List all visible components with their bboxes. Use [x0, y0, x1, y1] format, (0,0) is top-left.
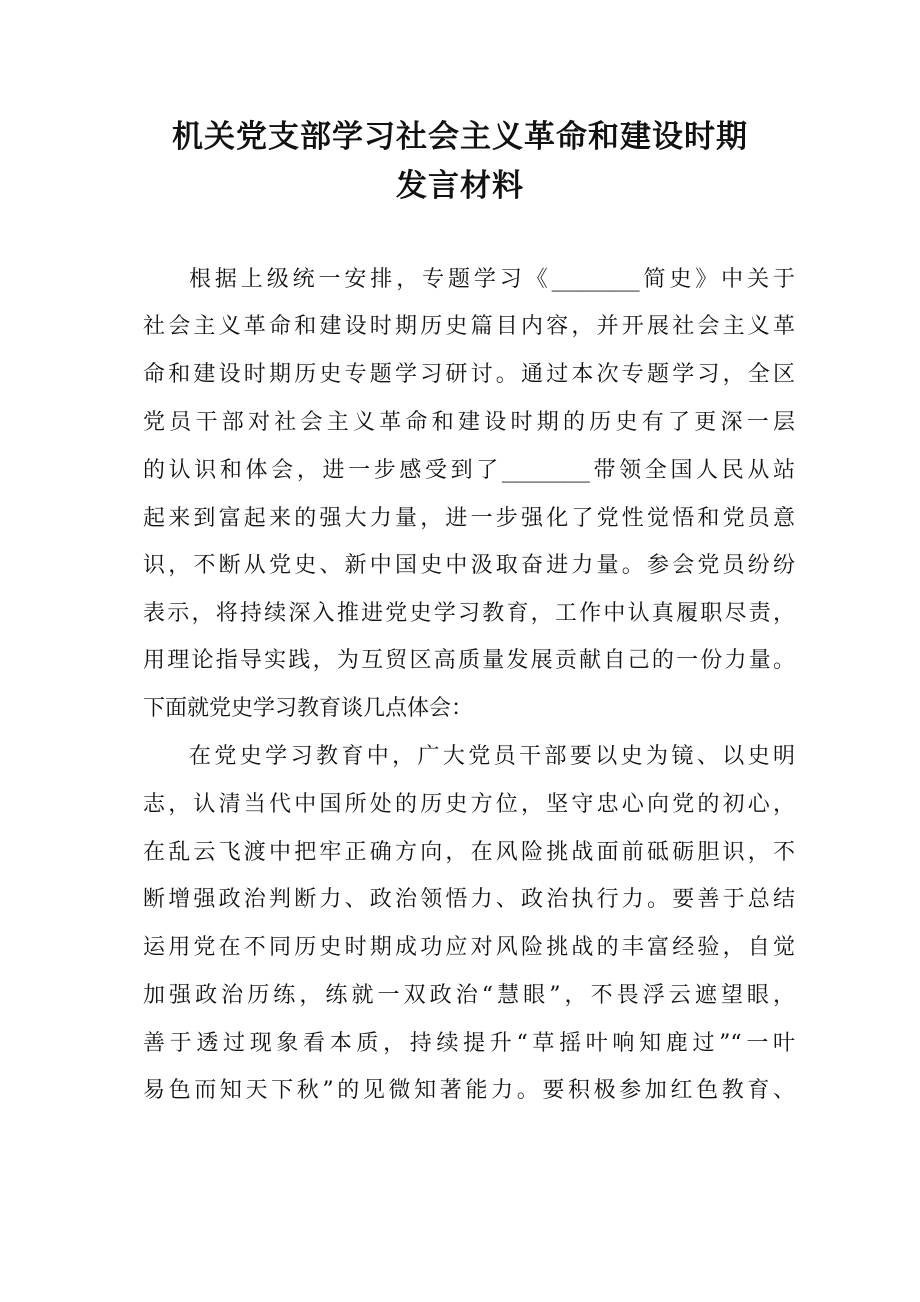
paragraph-2-line: 加强政治历练，练就一双政治“慧眼”，不畏浮云遮望眼，	[143, 983, 795, 1008]
paragraph-1-line: 下面就党史学习教育谈几点体会：	[143, 696, 474, 721]
paragraph-2-line: 断增强政治判断力、政治领悟力、政治执行力。要善于总结	[143, 887, 795, 912]
paragraph-2-line: 善于透过现象看本质，持续提升“草摇叶响知鹿过”“一叶	[143, 1031, 795, 1056]
document-title-line-1: 机关党支部学习社会主义革命和建设时期	[172, 119, 748, 155]
paragraph-1-line: 党员干部对社会主义革命和建设时期的历史有了更深一层	[143, 410, 795, 435]
paragraph-2-line: 志，认清当代中国所处的历史方位，坚守忠心向党的初心，	[143, 792, 795, 817]
document-title-line-2: 发言材料	[396, 168, 524, 204]
paragraph-2-line: 易色而知天下秋”的见微知著能力。要积极参加红色教育、	[143, 1078, 795, 1103]
paragraph-1-line: 识，不断从党史、新中国史中汲取奋进力量。参会党员纷纷	[143, 553, 795, 578]
paragraph-1-line: 命和建设时期历史专题学习研讨。通过本次专题学习，全区	[143, 362, 795, 387]
paragraph-1-line: 根据上级统一安排，专题学习《________简史》中关于	[189, 267, 795, 292]
paragraph-2-line: 在党史学习教育中，广大党员干部要以史为镜、以史明	[189, 744, 795, 769]
paragraph-1-line: 起来到富起来的强大力量，进一步强化了党性觉悟和党员意	[143, 506, 795, 531]
paragraph-1-line: 用理论指导实践，为互贸区高质量发展贡献自己的一份力量。	[143, 648, 795, 673]
paragraph-1-line: 表示，将持续深入推进党史学习教育，工作中认真履职尽责，	[143, 601, 795, 626]
paragraph-2-line: 在乱云飞渡中把牢正确方向，在风险挑战面前砥砺胆识，不	[143, 840, 795, 865]
paragraph-2-line: 运用党在不同历史时期成功应对风险挑战的丰富经验，自觉	[143, 935, 795, 960]
paragraph-1-line: 的认识和体会，进一步感受到了________带领全国人民从站	[143, 458, 795, 483]
paragraph-1-line: 社会主义革命和建设时期历史篇目内容，并开展社会主义革	[143, 314, 795, 339]
